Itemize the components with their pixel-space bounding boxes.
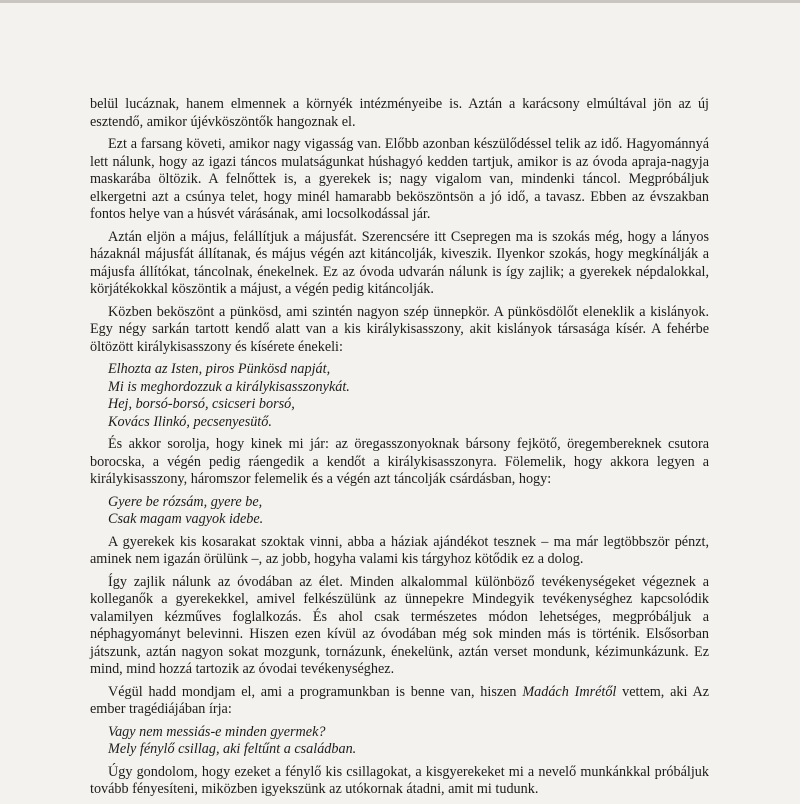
verse-line: Elhozta az Isten, piros Pünkösd napját, xyxy=(108,361,331,377)
verse-line: Csak magam vagyok idebe. xyxy=(108,511,264,527)
paragraph: Ezt a farsang követi, amikor nagy vigasság van. Előbb azonban készülődéssel telik az idő. Hagyománnyá lett nálunk, hogy az igazi táncos mulatságunkat húshagyó kedden tartjuk, amikor is az óvoda apraja-nagyja maskarába öltözik. A felnőttek is, a gyerekek is; nagy vigalom van, mindenki táncol. Megpróbáljuk elkergetni azt a csúnya telet, hogy minél hamarabb beköszöntsön a jó idő, a tavasz. Ebben az évszakban fontos helye van a húsvét várásának, ami locsolkodással jár. xyxy=(90,136,709,222)
verse-line: Mi is meghordozzuk a királykisasszonykát. xyxy=(108,378,350,395)
paragraph: belül lucáznak, hanem elmennek a környék intézményeibe is. Aztán a karácsony elmúltával jön az új esztendő, amikor újévköszöntők hangoznak el. xyxy=(90,96,709,130)
verse-line: Gyere be rózsám, gyere be, xyxy=(108,493,263,510)
closing-text-before: Végül hadd mondjam el, ami a programunkban is benne van, hiszen xyxy=(108,683,523,700)
paragraph: Úgy gondolom, hogy ezeket a fénylő kis csillagokat, a kisgyerekeket mi a nevelő munkánkkal próbáljuk tovább fényesíteni, miközben igyekszünk az utókornak átadni, amit mi tudunk. xyxy=(90,763,709,797)
dance-song xyxy=(108,494,709,529)
paragraph: Közben beköszönt a pünkösd, ami szintén nagyon szép ünnepkör. A pünkösdölőt eleneklik a kislányok. Egy négy sarkán tartott kendő alatt van a kis királykisasszony, akit kislányok társasága kísér. A fehérbe öltözött királykisasszony és kísérete énekeli: xyxy=(90,303,709,355)
paragraph: És akkor sorolja, hogy kinek mi jár: az öregasszonyoknak bársony fejkötő, öregembereknek csutora borocska, a végén pedig ráengedik a kendőt a királykisasszonyra. Fölemelik, hogy akkora legyen a királykisasszony, háromszor felemelik és a végén azt táncolják csárdásban, hogy: xyxy=(90,436,709,487)
top-rule xyxy=(0,0,800,3)
paragraph: Így zajlik nálunk az óvodában az élet. Minden alkalommal különböző tevékenységeket végeznek a kolleganők a gyerekekkel, amivel felkészülünk az ünnepekre Mindegyik tevékenységhez kapcsolódik valamilyen kézműves foglalkozás. És ahol csak természetes módon lehetséges, megpróbáljuk a néphagyományt belevinni. Hiszen ezen kívül az óvodában még sok minden más is történik. Elsősorban játszunk, aztán nagyon sokat mozgunk, tornázunk, énekelünk, aztán verset mondunk, kézimunkázunk. Ez mind, mind hozzá tartozik az óvodai tevékenységhez. xyxy=(90,573,709,677)
author-name: Madách Imrétől xyxy=(522,683,617,700)
page-text xyxy=(90,96,709,804)
madach-quote xyxy=(108,724,709,759)
paragraph: Aztán eljön a május, felállítjuk a májusfát. Szerencsére itt Csepregen ma is szokás még, hogy a lányos házaknál májusfát állítanak, és május végén azt kitáncolják, kiveszik. Ilyenkor szokás, hogy megkínálják a májusfa állítókat, táncolnak, énekelnek. Ez az óvoda udvarán nálunk is így zajlik; a gyerekek népdalokkal, körjátékokkal köszöntik a májust, a végén pedig kitáncolják. xyxy=(90,228,709,297)
closing-paragraph xyxy=(90,684,709,719)
verse-line: Hej, borsó-borsó, csicseri borsó, xyxy=(108,396,295,412)
closing-text-after: vettem, aki Az ember tragédiájában írja: xyxy=(90,683,709,717)
pentecost-song xyxy=(108,361,709,431)
paragraph: A gyerekek kis kosarakat szoktak vinni, abba a háziak ajándékot tesznek – ma már legtöbbször pénzt, aminek nem igazán örülünk –, az jobb, hogyha valami kis tárgyhoz kötődik ez a dolog. xyxy=(90,533,709,567)
verse-line: Kovács Ilinkó, pecsenyesütő. xyxy=(108,413,272,430)
quote-line: Vagy nem messiás-e minden gyermek? xyxy=(108,723,326,740)
quote-line: Mely fénylő csillag, aki feltűnt a családban. xyxy=(108,741,357,757)
